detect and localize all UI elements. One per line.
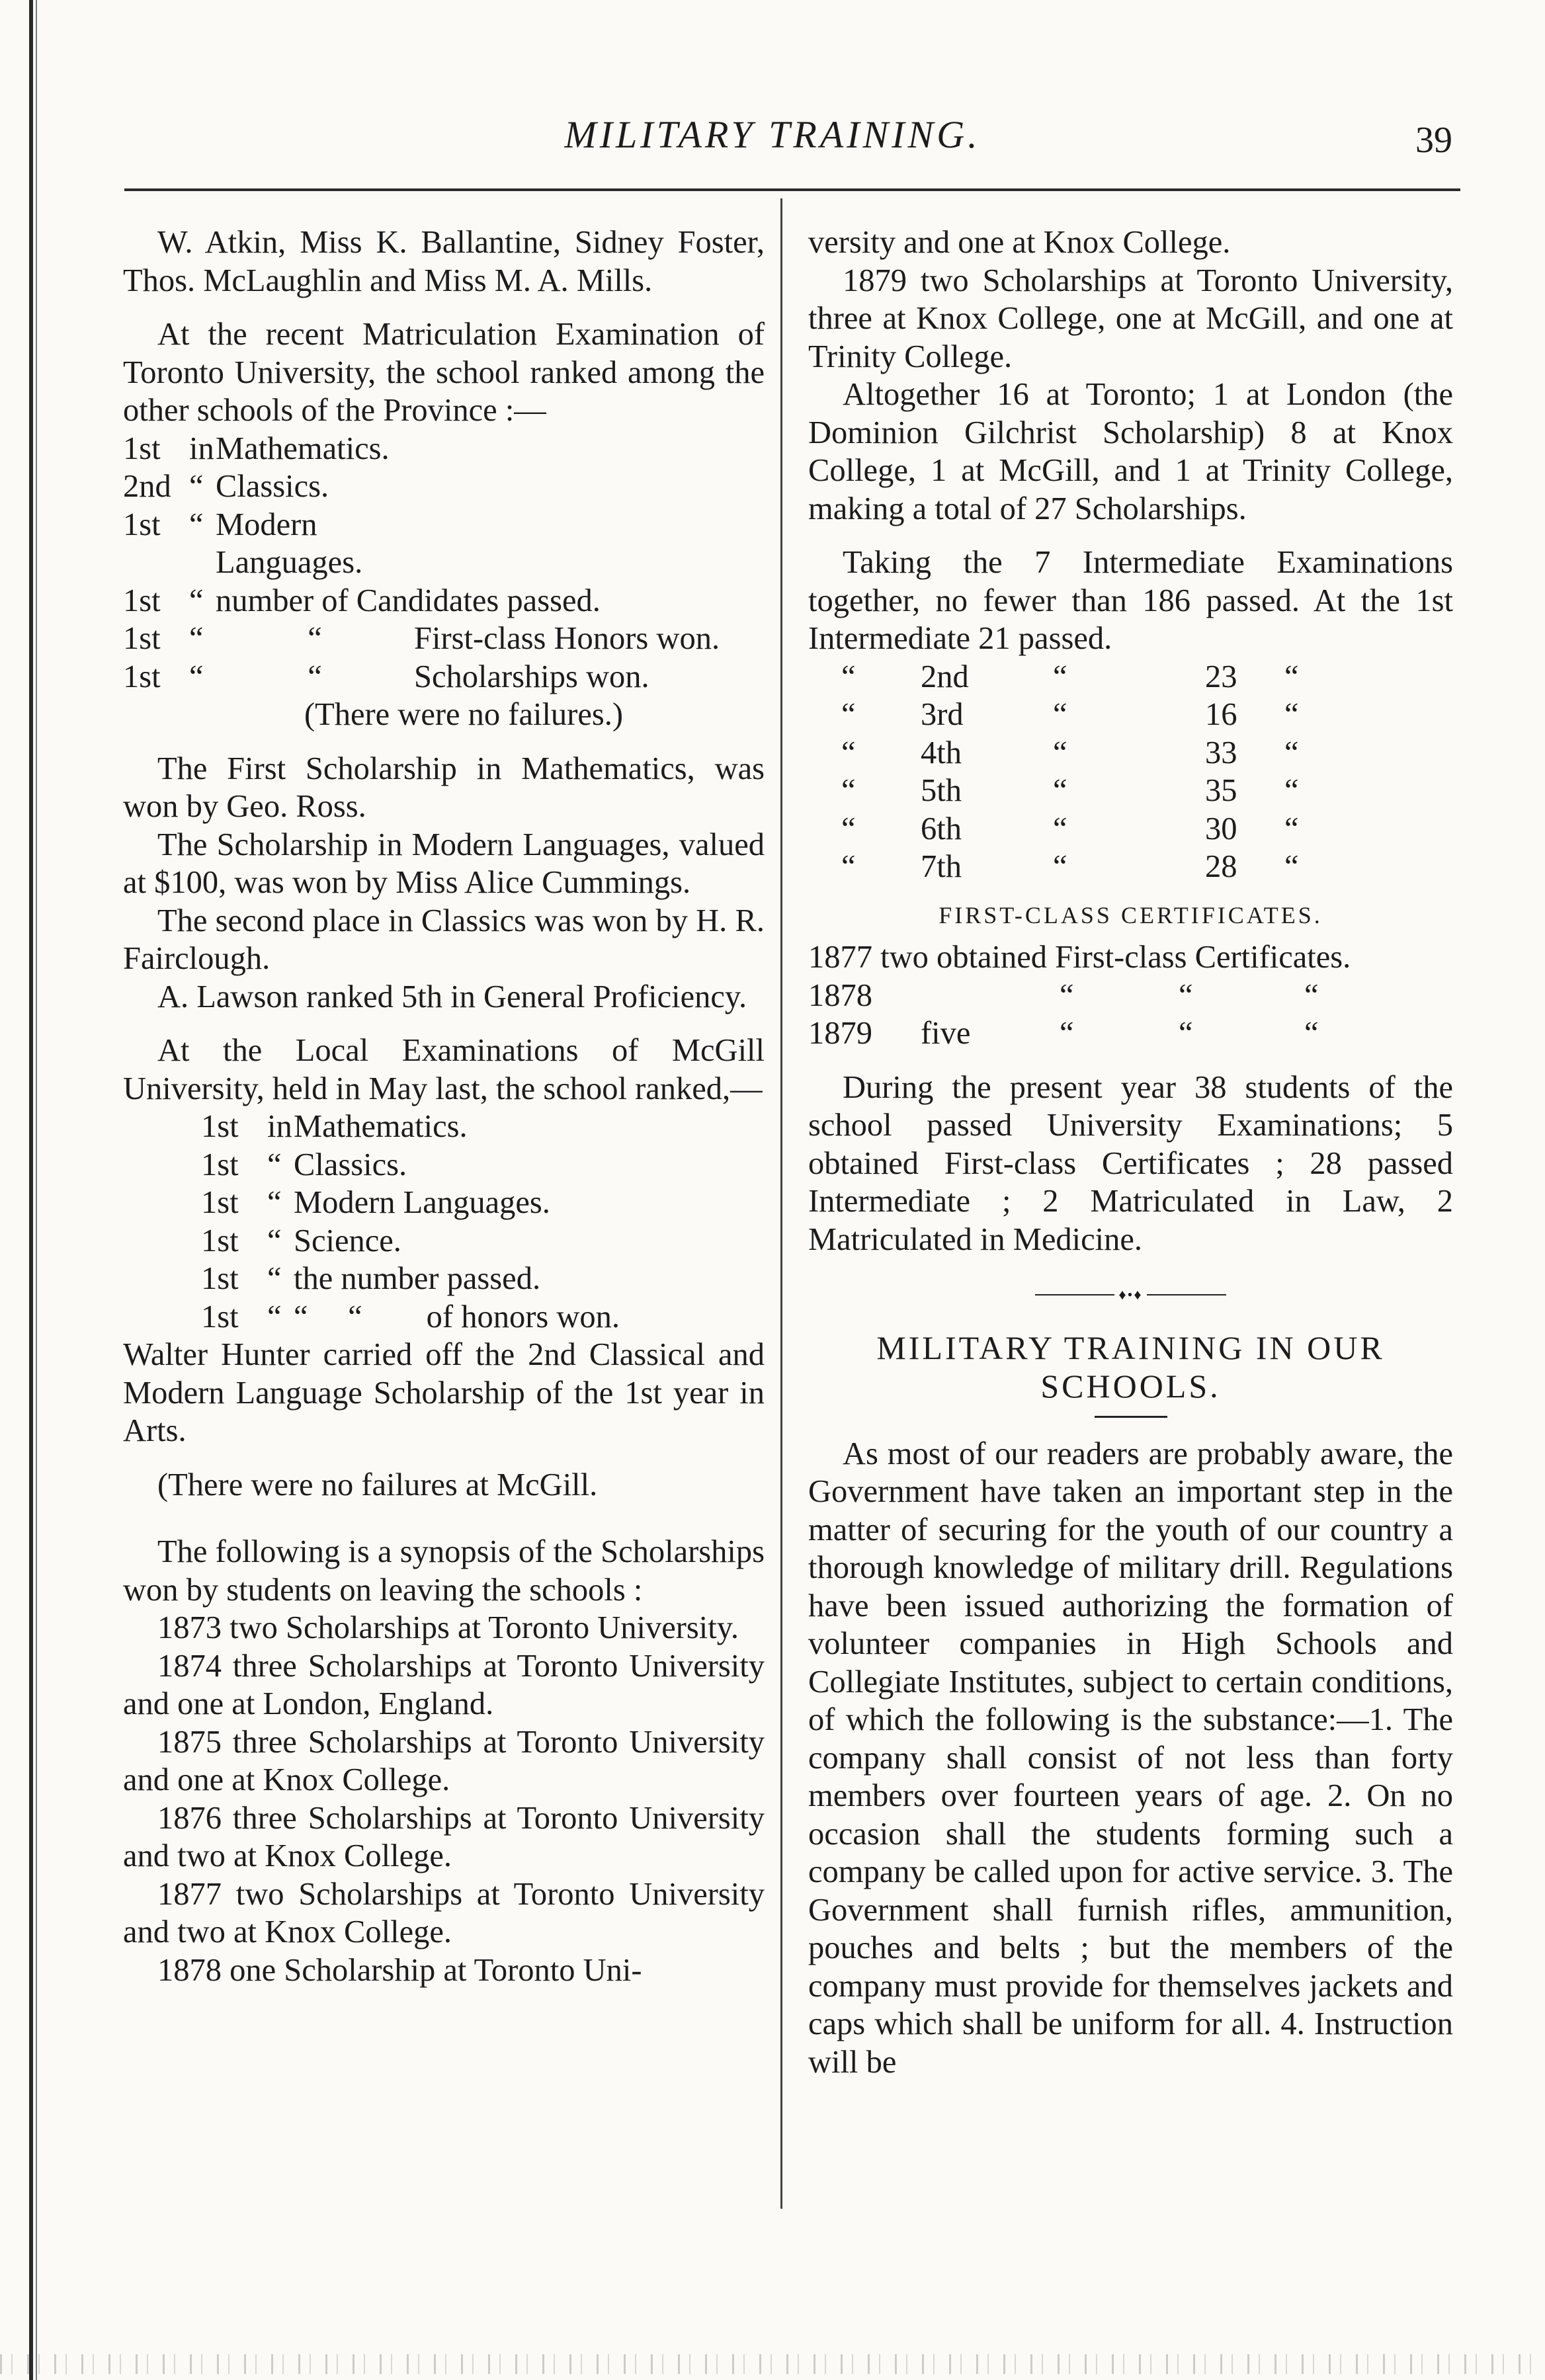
- list-item: 2nd “ Classics.: [123, 469, 329, 504]
- paragraph-synopsis-intro: The following is a synopsis of the Scholarships won by students on leaving the schools :: [123, 1534, 765, 1608]
- scholarship-1875: 1875 three Scholarships at Toronto University and one at Knox College.: [123, 1724, 765, 1797]
- paragraph-math-scholarship: The First Scholarship in Mathematics, was won by Geo. Ross.: [123, 751, 765, 824]
- paragraph-walter-hunter: Walter Hunter carried off the 2nd Classical and Modern Language Scholarship of the 1st year in Arts.: [123, 1337, 765, 1448]
- column-divider: [780, 198, 782, 2209]
- list-item: “ 4th “ 33 “: [841, 735, 1299, 770]
- page-binding-edge: [29, 0, 33, 2380]
- left-column: [123, 224, 765, 1989]
- paragraph-continuation: versity and one at Knox College.: [808, 225, 1231, 260]
- page-binding-edge-inner: [36, 0, 37, 2380]
- paragraph-mcgill: At the Local Examinations of McGill University, held in May last, the school ranked,—: [123, 1033, 765, 1106]
- scan-edge-noise: [0, 2354, 1545, 2374]
- certificates-heading: FIRST-CLASS CERTIFICATES.: [939, 901, 1323, 928]
- list-item: 1st “ “ First-class Honors won.: [123, 621, 720, 656]
- intermediate-list: [808, 658, 1453, 886]
- mcgill-rank-list: [123, 1108, 765, 1336]
- list-item: 1st “ “ Scholarships won.: [123, 659, 649, 694]
- heading-rule: [1095, 1416, 1167, 1418]
- list-item: 1st “ “ “ of honors won.: [201, 1299, 620, 1334]
- list-item: “ 3rd “ 16 “: [841, 697, 1299, 732]
- running-header-title: MILITARY TRAINING.: [564, 113, 981, 156]
- right-column: [808, 224, 1453, 2081]
- paragraph-toronto-matriculation: At the recent Matriculation Examination of Toronto University, the school ranked among the other schools of the Province :—: [123, 317, 765, 428]
- scholarship-1877: 1877 two Scholarships at Toronto University and two at Knox College.: [123, 1876, 765, 1949]
- page-number: 39: [1415, 120, 1452, 161]
- list-item: 1st “ Modern Languages.: [123, 507, 363, 580]
- mcgill-no-failures-note: (There were no failures at McGill.: [157, 1467, 598, 1502]
- list-item: “ 2nd “ 23 “: [841, 659, 1299, 694]
- paragraph-present-year: During the present year 38 students of the school passed University Examinations; 5 obtained First-class Certificates ; 28 passed Intermediate ; 2 Matriculated in Law, 2 Matriculated in Medicine.: [808, 1069, 1453, 1257]
- paragraph-scholarship-totals: Altogether 16 at Toronto; 1 at London (the Dominion Gilchrist Scholarship) 8 at Knox College, 1 at McGill, and 1 at Trinity College, making a total of 27 Scholarships.: [808, 377, 1453, 526]
- list-item: 1879 five “ “ “: [808, 1016, 1319, 1051]
- paragraph-names: W. Atkin, Miss K. Ballantine, Sidney Foster, Thos. McLaughlin and Miss M. A. Mills.: [123, 225, 765, 298]
- header-rule: [124, 188, 1460, 191]
- list-item: 1st in Mathematics.: [123, 431, 390, 466]
- list-item: “ 6th “ 30 “: [841, 811, 1299, 846]
- paragraph-proficiency: A. Lawson ranked 5th in General Proficiency.: [157, 979, 747, 1014]
- ornament-icon: ♦•♦: [1118, 1286, 1143, 1303]
- scholarship-1878: 1878 one Scholarship at Toronto Uni-: [157, 1952, 642, 1988]
- list-item: 1st “ Modern Languages.: [201, 1185, 550, 1220]
- scholarship-1874: 1874 three Scholarships at Toronto University and one at London, England.: [123, 1648, 765, 1721]
- certificates-1877: 1877 two obtained First-class Certificates.: [808, 940, 1351, 975]
- scholarship-1873: 1873 two Scholarships at Toronto University.: [157, 1610, 739, 1645]
- paragraph-intermediate: Taking the 7 Intermediate Examinations together, no fewer than 186 passed. At the 1st Intermediate 21 passed.: [808, 545, 1453, 656]
- no-failures-note: (There were no failures.): [304, 697, 624, 732]
- scholarship-1876: 1876 three Scholarships at Toronto University and two at Knox College.: [123, 1800, 765, 1873]
- list-item: 1st “ Classics.: [201, 1147, 407, 1182]
- list-item: 1878 “ “ “: [808, 977, 1319, 1013]
- list-item: 1st “ number of Candidates passed.: [123, 583, 601, 618]
- paragraph-languages-scholarship: The Scholarship in Modern Languages, valued at $100, was won by Miss Alice Cummings.: [123, 827, 765, 900]
- paragraph-military-training: As most of our readers are probably aware, the Government have taken an important step in the matter of securing for the youth of our country a thorough knowledge of military drill. Regulations have been issued authorizing the formation of volunteer companies in High Schools and Collegiate Institutes, subject to certain conditions, of which the following is the substance:—1. The company shall consist of not less than forty members over fourteen years of age. 2. On no occasion shall the students forming such a company be called upon for active service. 3. The Government shall furnish rifles, ammunition, pouches and belts ; but the members of the company must provide for themselves jackets and caps which shall be uniform for all. 4. Instruction will be: [808, 1436, 1453, 2080]
- list-item: 1st in Mathematics.: [201, 1109, 468, 1144]
- ornamental-divider: [808, 1276, 1453, 1314]
- scholarship-1879: 1879 two Scholarships at Toronto University, three at Knox College, one at McGill, and one at Trinity College.: [808, 263, 1453, 374]
- toronto-rank-list: [123, 430, 765, 696]
- paragraph-classics: The second place in Classics was won by H. R. Fairclough.: [123, 903, 765, 976]
- section-heading: MILITARY TRAINING IN OUR SCHOOLS.: [876, 1329, 1385, 1405]
- list-item: “ 5th “ 35 “: [841, 773, 1299, 808]
- list-item: “ 7th “ 28 “: [841, 849, 1299, 884]
- list-item: 1st “ Science.: [201, 1223, 401, 1258]
- list-item: 1st “ the number passed.: [201, 1261, 541, 1296]
